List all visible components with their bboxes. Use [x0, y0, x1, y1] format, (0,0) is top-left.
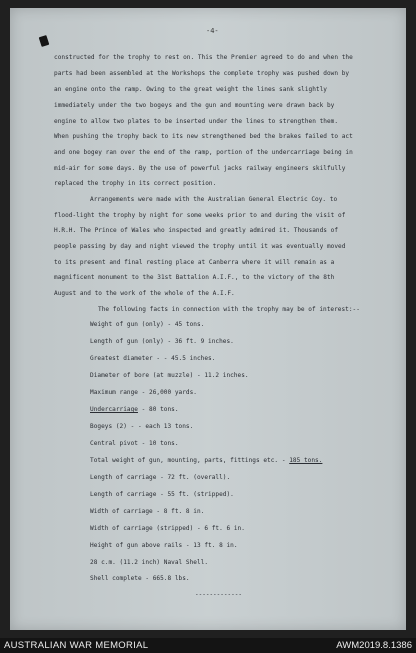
fact-item: Greatest diameter - - 45.5 inches.	[90, 355, 216, 362]
fact-item	[90, 406, 179, 413]
fact-label: Total weight of gun, mounting, parts, fittings etc. -	[90, 457, 290, 464]
fact-item: 28 c.m. (11.2 inch) Naval Shell.	[90, 559, 209, 566]
fact-item: Weight of gun (only) - 45 tons.	[90, 321, 205, 328]
body-line: constructed for the trophy to rest on. This the Premier agreed to do and when the	[54, 54, 353, 61]
fact-item: Length of carriage - 72 ft. (overall).	[90, 474, 231, 481]
accession-number: AWM2019.8.1386	[336, 640, 412, 651]
fact-item: Diameter of bore (at muzzle) - 11.2 inches.	[90, 372, 249, 379]
body-line: to its present and final resting place at Canberra where it will remain as a	[54, 259, 335, 266]
fact-item: Width of carriage (stripped) - 6 ft. 6 in.	[90, 525, 245, 532]
punch-hole	[39, 35, 50, 47]
fact-item: Shell complete - 665.8 lbs.	[90, 575, 190, 582]
fact-item: Width of carriage - 8 ft. 8 in.	[90, 508, 205, 515]
underlined-value: 185 tons.	[289, 457, 323, 464]
fact-item: Length of gun (only) - 36 ft. 9 inches.	[90, 338, 234, 345]
body-line: mid-air for some days. By the use of powerful jacks railway engineers skilfully	[54, 165, 346, 172]
body-line: replaced the trophy in its correct position.	[54, 180, 217, 187]
fact-item: Central pivot - 10 tons.	[90, 440, 179, 447]
body-line: parts had been assembled at the Workshops the complete trophy was pushed down by	[54, 70, 350, 77]
fact-value: - 80 tons.	[137, 406, 179, 413]
source-label: AUSTRALIAN WAR MEMORIAL	[4, 640, 149, 651]
fact-item	[90, 457, 322, 464]
body-line: immediately under the two bogeys and the gun and mounting were drawn back by	[54, 102, 335, 109]
body-line: flood-light the trophy by night for some weeks prior to and during the visit of	[54, 212, 346, 219]
fact-item: Maximum range - 26,000 yards.	[90, 389, 197, 396]
body-line: an engine onto the ramp. Owing to the great weight the lines sank slightly	[54, 86, 327, 93]
body-line: engine to allow two plates to be inserted under the lines to strengthen them.	[54, 118, 339, 125]
facts-intro: The following facts in connection with the trophy may be of interest:--	[98, 306, 360, 313]
underlined-term: Undercarriage	[90, 406, 138, 413]
page-number: -4-	[206, 27, 219, 35]
document-page	[10, 8, 406, 630]
body-line: August and to the work of the whole of the A.I.F.	[54, 290, 235, 297]
body-line: Arrangements were made with the Australian General Electric Coy. to	[90, 196, 338, 203]
body-line: magnificent monument to the 31st Battalion A.I.F., to the victory of the 8th	[54, 274, 335, 281]
fact-item: Bogeys (2) - - each 13 tons.	[90, 423, 194, 430]
body-line: H.R.H. The Prince of Wales who inspected and greatly admired it. Thousands of	[54, 227, 339, 234]
body-line: people passing by day and night viewed the trophy until it was eventually moved	[54, 243, 346, 250]
body-line: When pushing the trophy back to its new strengthened bed the brakes failed to act	[54, 133, 353, 140]
fact-item: Length of carriage - 55 ft. (stripped).	[90, 491, 234, 498]
body-line: and one bogey ran over the end of the ramp, portion of the undercarriage being in	[54, 149, 353, 156]
closing-rule: -------------	[195, 591, 242, 598]
footer-bar	[0, 638, 416, 653]
fact-item: Height of gun above rails - 13 ft. 8 in.	[90, 542, 238, 549]
